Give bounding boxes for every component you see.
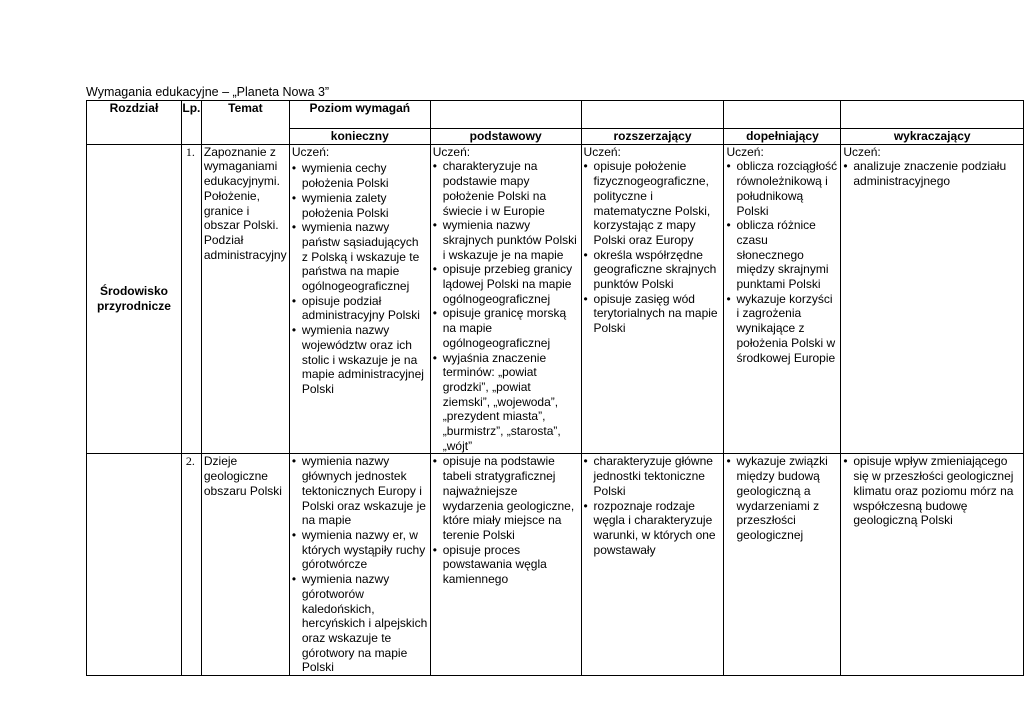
- header-row: [87, 101, 1024, 129]
- list-item: • wymienia nazwy głównych jednostek tektonicznych Europy i Polski oraz wskazuje je na mapie: [292, 454, 428, 528]
- level-konieczny: konieczny: [289, 129, 430, 145]
- lead-text: Uczeń:: [726, 144, 764, 159]
- list-item: • wymienia nazwy er, w których wystąpiły ruchy górotwórcze: [292, 528, 428, 572]
- list-item: • wymienia nazwy skrajnych punktów Polski i wskazuje je na mapie: [433, 218, 579, 262]
- header-rozdzial: Rozdział: [87, 101, 182, 145]
- requirements-list: [843, 454, 1021, 528]
- list-item: • oblicza rozciągłość równoleżnikową i południkową Polski: [726, 159, 838, 218]
- table-row: [87, 144, 1024, 454]
- list-item: • wykazuje związki między budową geologiczną a wydarzeniami z przeszłości geologicznej: [726, 454, 838, 542]
- requirements-list: [726, 454, 838, 542]
- lead-text: Uczeń:: [583, 144, 621, 159]
- level-wykraczajacy: wykraczający: [841, 129, 1024, 145]
- requirements-list: [726, 159, 838, 365]
- list-item: • wymienia cechy położenia Polski: [292, 161, 428, 190]
- topic-cell: Zapoznanie z wymaganiami edukacyjnymi. Położenie, granice i obszar Polski. Podział administracyjny: [201, 144, 289, 454]
- wykraczajacy-cell: [841, 454, 1024, 676]
- podstawowy-cell: [430, 144, 581, 454]
- requirements-list: [292, 161, 428, 396]
- header-empty: [430, 101, 581, 129]
- requirements-table: [86, 100, 1024, 676]
- list-item: • wymienia zalety położenia Polski: [292, 191, 428, 220]
- requirements-list: [433, 159, 579, 453]
- list-item: • opisuje położenie fizycznogeograficzne, polityczne i matematyczne Polski, korzystając z mapy Polski oraz Europy: [584, 159, 722, 247]
- level-rozszerzajacy: rozszerzający: [581, 129, 724, 145]
- list-item: • opisuje podział administracyjny Polski: [292, 294, 428, 323]
- list-item: • charakteryzuje główne jednostki tektoniczne Polski: [584, 454, 722, 498]
- podstawowy-cell: [430, 454, 581, 676]
- row-number: 2.: [181, 454, 201, 676]
- section-empty: [87, 454, 182, 676]
- row-number: 1.: [181, 144, 201, 454]
- list-item: • wymienia nazwy państw sąsiadujących z Polską i wskazuje te państwa na mapie ogólnogeograficznej: [292, 220, 428, 294]
- list-item: • oblicza różnice czasu słonecznego między skrajnymi punktami Polski: [726, 218, 838, 292]
- list-item: • opisuje zasięg wód terytorialnych na mapie Polski: [584, 292, 722, 336]
- list-item: • określa współrzędne geograficzne skrajnych punktów Polski: [584, 248, 722, 292]
- header-empty: [724, 101, 841, 129]
- list-item: • opisuje proces powstawania węgla kamiennego: [433, 543, 579, 587]
- document-title: Wymagania edukacyjne – „Planeta Nowa 3”: [86, 85, 330, 99]
- requirements-list: [584, 159, 722, 335]
- list-item: • charakteryzuje na podstawie mapy położenie Polski na świecie i w Europie: [433, 159, 579, 218]
- list-item: • wymienia nazwy górotworów kaledońskich, hercyńskich i alpejskich oraz wskazuje te górotwory na mapie Polski: [292, 572, 428, 675]
- list-item: • wyjaśnia znaczenie terminów: „powiat grodzki”, „powiat ziemski”, „wojewoda”, „prezydent miasta”, „burmistrz”, „starosta”, „wójt”: [433, 351, 579, 454]
- requirements-list: [292, 454, 428, 675]
- konieczny-cell: [289, 454, 430, 676]
- lead-text: Uczeń:: [432, 144, 471, 159]
- list-item: • opisuje przebieg granicy lądowej Polski na mapie ogólnogeograficznej: [433, 262, 579, 306]
- list-item: • opisuje wpływ zmieniającego się w przeszłości geologicznej klimatu oraz poziomu mórz na współczesną budowę geologiczną Polski: [843, 454, 1021, 528]
- lead-text: Uczeń:: [291, 144, 330, 159]
- requirements-list: [584, 454, 722, 557]
- topic-cell: Dzieje geologiczne obszaru Polski: [201, 454, 289, 676]
- list-item: • opisuje na podstawie tabeli stratygraficznej najważniejsze wydarzenia geologiczne, które miały miejsce na terenie Polski: [433, 454, 579, 542]
- list-item: • opisuje granicę morską na mapie ogólnogeograficznej: [433, 306, 579, 350]
- header-empty: [841, 101, 1024, 129]
- header-empty: [581, 101, 724, 129]
- list-item: • analizuje znaczenie podziału administracyjnego: [843, 159, 1021, 188]
- header-temat: Temat: [201, 101, 289, 145]
- requirements-list: [433, 454, 579, 586]
- dopelniajacy-cell: [724, 144, 841, 454]
- wykraczajacy-cell: [841, 144, 1024, 454]
- table-row: [87, 454, 1024, 676]
- list-item: • wymienia nazwy województw oraz ich stolic i wskazuje je na mapie administracyjnej Polski: [292, 323, 428, 397]
- konieczny-cell: [289, 144, 430, 454]
- header-lp: Lp.: [181, 101, 201, 145]
- header-poziom: Poziom wymagań: [289, 101, 430, 129]
- section-name: Środowisko przyrodnicze: [87, 144, 182, 454]
- level-dopelniajacy: dopełniający: [724, 129, 841, 145]
- rozszerzajacy-cell: [581, 454, 724, 676]
- list-item: • wykazuje korzyści i zagrożenia wynikające z położenia Polski w środkowej Europie: [726, 292, 838, 366]
- level-podstawowy: podstawowy: [430, 129, 581, 145]
- rozszerzajacy-cell: [581, 144, 724, 454]
- requirements-list: [843, 159, 1021, 188]
- dopelniajacy-cell: [724, 454, 841, 676]
- lead-text: Uczeń:: [843, 144, 881, 159]
- list-item: • rozpoznaje rodzaje węgla i charakteryzuje warunki, w których one powstawały: [584, 499, 722, 558]
